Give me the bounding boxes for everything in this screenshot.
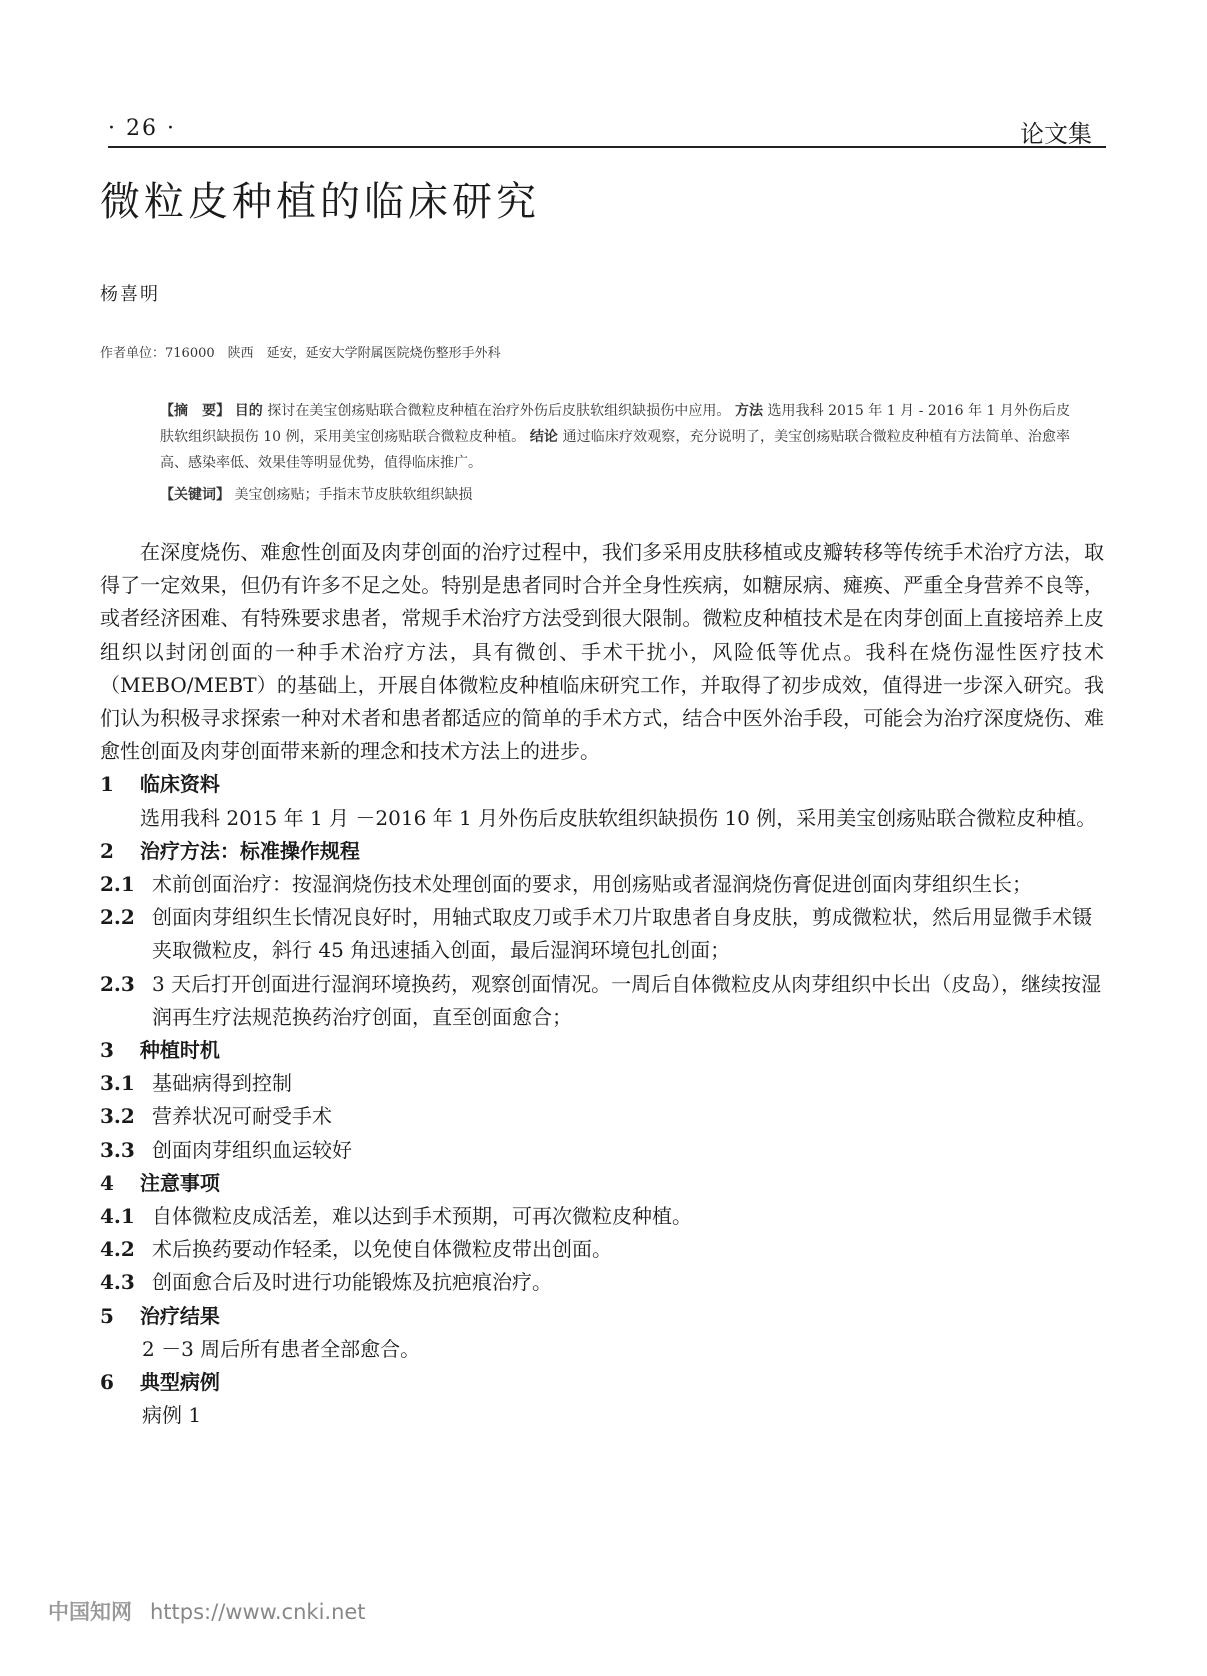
section-number: 5 bbox=[100, 1303, 114, 1328]
subsection-item bbox=[100, 1067, 1104, 1100]
subsection-text: 基础病得到控制 bbox=[152, 1071, 292, 1096]
section-number: 4 bbox=[100, 1170, 114, 1195]
subsection-text: 术后换药要动作轻柔，以免使自体微粒皮带出创面。 bbox=[152, 1237, 612, 1262]
subsection-item bbox=[100, 901, 1104, 967]
intro-paragraph: 在深度烧伤、难愈性创面及肉芽创面的治疗过程中，我们多采用皮肤移植或皮瓣转移等传统手术治疗方法，取得了一定效果，但仍有许多不足之处。特别是患者同时合并全身性疾病，如糖尿病、瘫痪、严重全身营养不良等，或者经济困难、有特殊要求患者，常规手术治疗方法受到很大限制。微粒皮种植技术是在肉芽创面上直接培养上皮组织以封闭创面的一种手术治疗方法，具有微创、手术干扰小，风险低等优点。我科在烧伤湿性医疗技术（MEBO/MEBT）的基础上，开展自体微粒皮种植临床研究工作，并取得了初步成效，值得进一步深入研究。我们认为积极寻求探索一种对术者和患者都适应的简单的手术方式，结合中医外治手段，可能会为治疗深度烧伤、难愈性创面及肉芽创面带来新的理念和技术方法上的进步。 bbox=[100, 540, 1104, 764]
section-paragraph: 选用我科 2015 年 1 月 －2016 年 1 月外伤后皮肤软组织缺损伤 10 例，采用美宝创疡贴联合微粒皮种植。 bbox=[140, 805, 1097, 830]
keywords-text: 美宝创疡贴；手指末节皮肤软组织缺损 bbox=[234, 487, 473, 503]
running-header bbox=[108, 112, 1106, 148]
subsection-number: 2.1 bbox=[100, 872, 135, 897]
section-title: 临床资料 bbox=[139, 772, 220, 797]
header-rule bbox=[108, 146, 1106, 148]
journal-name: 论文集 bbox=[1020, 120, 1092, 148]
subsection-item bbox=[100, 1100, 1104, 1133]
keywords bbox=[160, 484, 472, 504]
subsection-item bbox=[100, 968, 1104, 1034]
subsection-number: 4.3 bbox=[100, 1270, 135, 1295]
subsection-number: 2.2 bbox=[100, 905, 135, 930]
abstract bbox=[160, 398, 1070, 476]
section-paragraph: 2 －3 周后所有患者全部愈合。 bbox=[142, 1336, 421, 1361]
author-name: 杨喜明 bbox=[100, 284, 160, 305]
section-heading bbox=[100, 1167, 1104, 1200]
section-number: 2 bbox=[100, 838, 114, 863]
section-heading bbox=[100, 768, 1104, 801]
subsection-item bbox=[100, 868, 1104, 901]
subsection-number: 3.3 bbox=[100, 1137, 135, 1162]
page-number: · 26 · bbox=[108, 116, 176, 141]
watermark-footer bbox=[48, 1596, 366, 1626]
section-number: 6 bbox=[100, 1370, 114, 1395]
section-heading bbox=[100, 1034, 1104, 1067]
abstract-purpose-label: 目的 bbox=[234, 403, 263, 419]
section-heading bbox=[100, 1366, 1104, 1399]
subsection-text: 创面肉芽组织生长情况良好时，用轴式取皮刀或手术刀片取患者自身皮肤，剪成微粒状，然后用显微手术镊夹取微粒皮，斜行 45 角迅速插入创面，最后湿润环境包扎创面； bbox=[152, 905, 1092, 963]
subsection-text: 营养状况可耐受手术 bbox=[152, 1104, 332, 1129]
cnki-brand: 中国知网 bbox=[48, 1600, 132, 1624]
subsection-number: 3.2 bbox=[100, 1104, 135, 1129]
subsection-item bbox=[100, 1134, 1104, 1167]
section-title: 典型病例 bbox=[139, 1370, 220, 1395]
abstract-purpose: 探讨在美宝创疡贴联合微粒皮种植在治疗外伤后皮肤软组织缺损伤中应用。 bbox=[267, 403, 731, 419]
subsection-number: 3.1 bbox=[100, 1071, 135, 1096]
abstract-method: 选用我科 2015 年 1 月 - 2016 年 1 月外伤后皮肤软组织缺损伤 10 例，采用美宝创疡贴联合微粒皮种植。 bbox=[160, 403, 1071, 445]
keywords-label: 【关键词】 bbox=[160, 487, 230, 503]
author-affiliation: 作者单位：716000 陕西 延安，延安大学附属医院烧伤整形手外科 bbox=[100, 346, 501, 361]
paper-title: 微粒皮种植的临床研究 bbox=[100, 179, 540, 225]
section-number: 3 bbox=[100, 1038, 114, 1063]
section-title: 治疗方法：标准操作规程 bbox=[139, 838, 360, 863]
subsection-text: 创面肉芽组织血运较好 bbox=[152, 1137, 352, 1162]
cnki-url[interactable]: https://www.cnki.net bbox=[150, 1600, 366, 1624]
case-label: 病例 1 bbox=[142, 1403, 202, 1428]
subsection-text: 创面愈合后及时进行功能锻炼及抗疤痕治疗。 bbox=[152, 1270, 552, 1295]
section-title: 种植时机 bbox=[139, 1038, 220, 1063]
section-heading bbox=[100, 835, 1104, 868]
abstract-conclusion: 通过临床疗效观察，充分说明了，美宝创疡贴联合微粒皮种植有方法简单、治愈率高、感染率低、效果佳等明显优势，值得临床推广。 bbox=[160, 429, 1071, 471]
subsection-number: 2.3 bbox=[100, 971, 135, 996]
subsection-number: 4.1 bbox=[100, 1204, 135, 1229]
subsection-item bbox=[100, 1233, 1104, 1266]
section-title: 注意事项 bbox=[139, 1170, 220, 1195]
subsection-item bbox=[100, 1200, 1104, 1233]
subsection-text: 术前创面治疗：按湿润烧伤技术处理创面的要求，用创疡贴或者湿润烧伤膏促进创面肉芽组织生长； bbox=[152, 872, 1032, 897]
section-title: 治疗结果 bbox=[139, 1303, 220, 1328]
subsection-item bbox=[100, 1266, 1104, 1299]
subsection-number: 4.2 bbox=[100, 1237, 135, 1262]
subsection-text: 3 天后打开创面进行湿润环境换药，观察创面情况。一周后自体微粒皮从肉芽组织中长出（皮岛），继续按湿润再生疗法规范换药治疗创面，直至创面愈合； bbox=[152, 971, 1102, 1029]
abstract-label: 【摘 要】 bbox=[160, 403, 231, 419]
section-heading bbox=[100, 1300, 1104, 1333]
abstract-conclusion-label: 结论 bbox=[529, 429, 559, 445]
subsection-text: 自体微粒皮成活差，难以达到手术预期，可再次微粒皮种植。 bbox=[152, 1204, 692, 1229]
paper-body bbox=[100, 536, 1104, 1432]
section-number: 1 bbox=[100, 772, 114, 797]
abstract-method-label: 方法 bbox=[734, 403, 764, 419]
